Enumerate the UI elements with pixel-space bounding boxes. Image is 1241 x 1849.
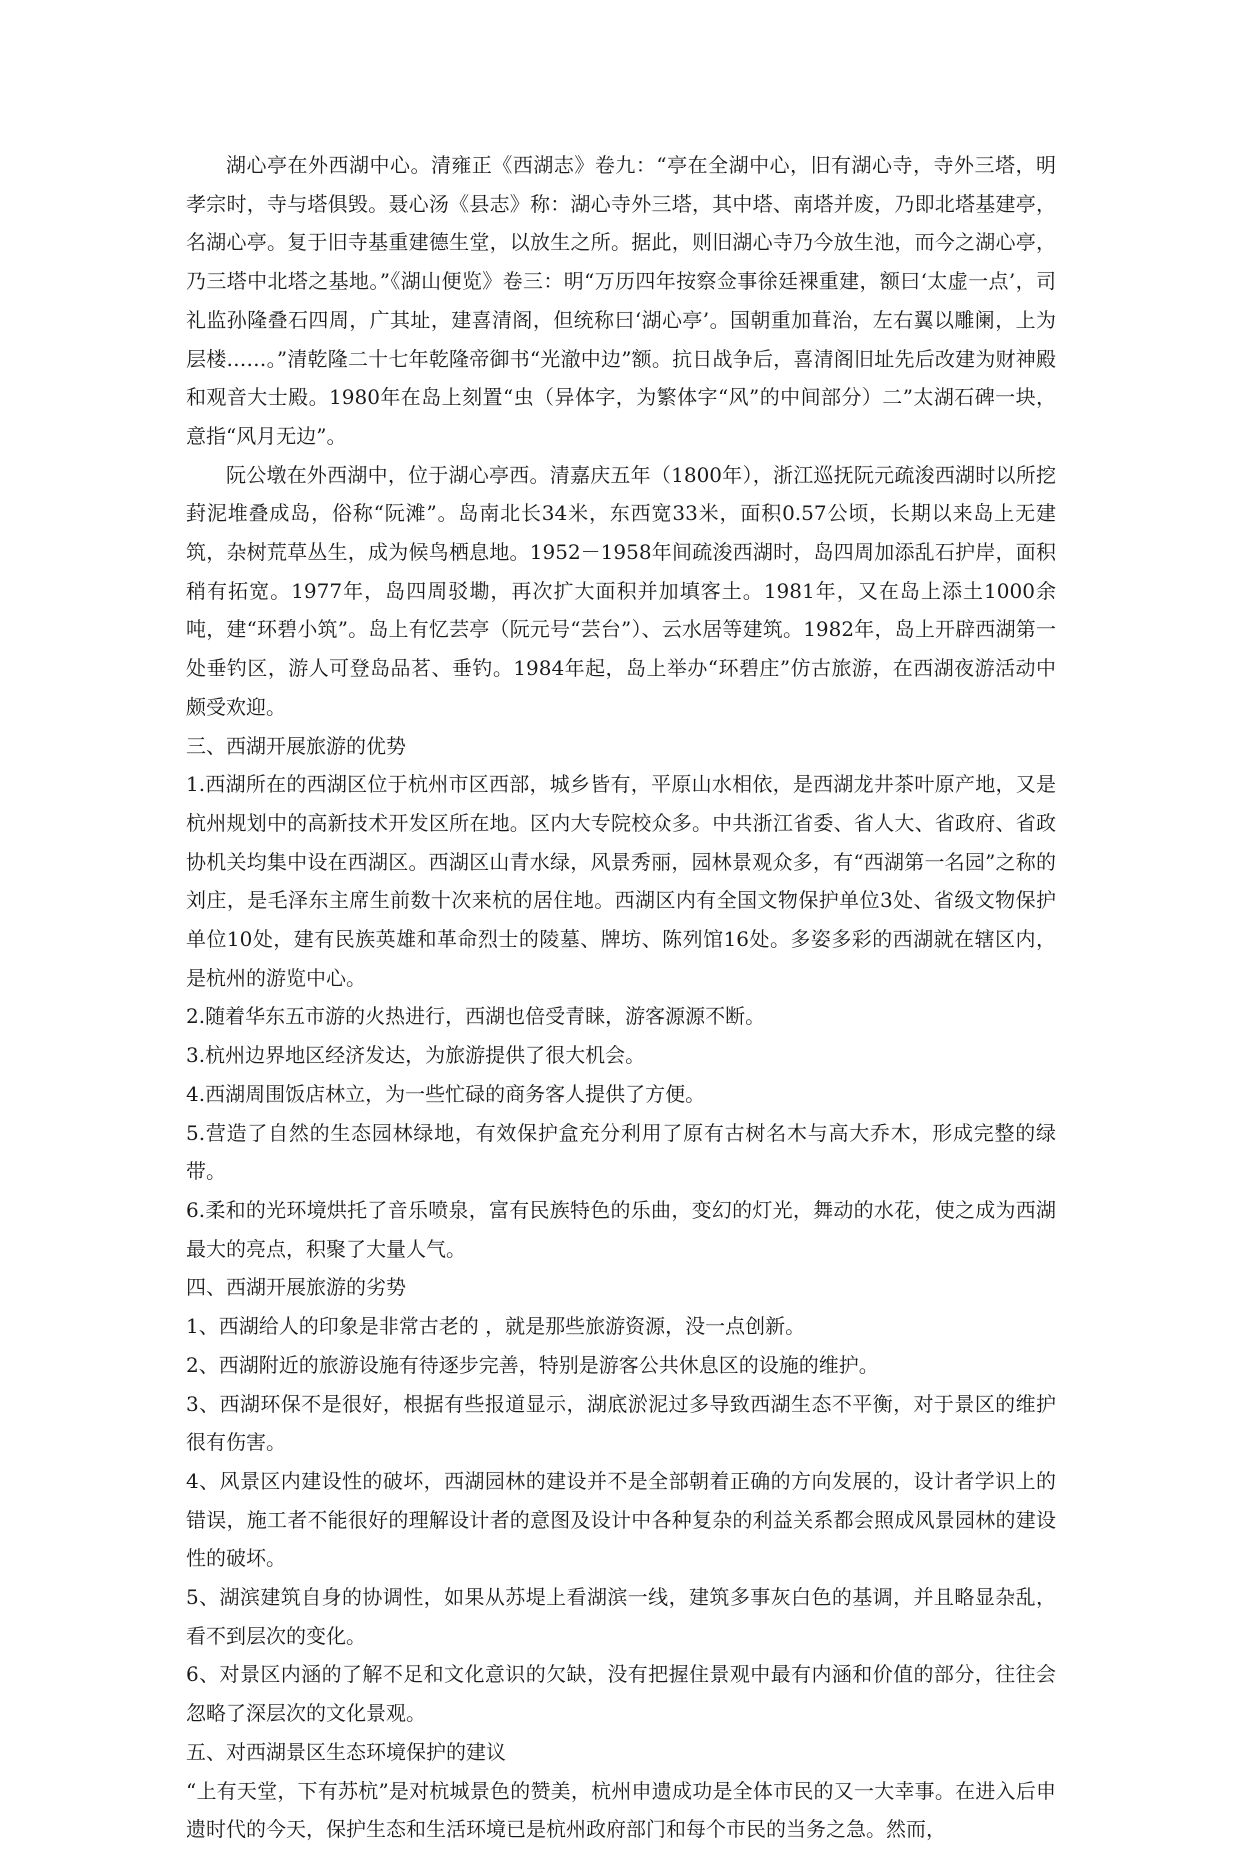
section-heading-suggestions: 五、对西湖景区生态环境保护的建议	[186, 1739, 506, 1764]
list-item: 4、风景区内建设性的破坏，西湖园林的建设并不是全部朝着正确的方向发展的，设计者学识上的错误，施工者不能很好的理解设计者的意图及设计中各种复杂的利益关系都会照成风景园林的建设性的破坏。	[186, 1468, 1056, 1571]
list-item: “上有天堂，下有苏杭”是对杭城景色的赞美，杭州申遗成功是全体市民的又一大幸事。在进入后申遗时代的今天，保护生态和生活环境已是杭州政府部门和每个市民的当务之急。然而，	[186, 1778, 1056, 1842]
document-page	[186, 146, 1056, 1849]
list-item: 5、湖滨建筑自身的协调性，如果从苏堤上看湖滨一线，建筑多事灰白色的基调，并且略显杂乱，看不到层次的变化。	[186, 1585, 1056, 1648]
list-item: 5.营造了自然的生态园林绿地，有效保护盒充分利用了原有古树名木与高大乔木，形成完整的绿带。	[186, 1120, 1056, 1184]
list-item: 1、西湖给人的印象是非常古老的 ，就是那些旅游资源，没一点创新。	[186, 1314, 806, 1339]
list-item: 2、西湖附近的旅游设施有待逐步完善，特别是游客公共休息区的设施的维护。	[186, 1352, 879, 1377]
list-item: 6、对景区内涵的了解不足和文化意识的欠缺，没有把握住景观中最有内涵和价值的部分，往往会忽略了深层次的文化景观。	[186, 1662, 1056, 1726]
list-item: 6.柔和的光环境烘托了音乐喷泉，富有民族特色的乐曲，变幻的灯光，舞动的水花，使之成为西湖最大的亮点，积聚了大量人气。	[186, 1197, 1056, 1261]
list-item: 1.西湖所在的西湖区位于杭州市区西部，城乡皆有，平原山水相依，是西湖龙井茶叶原产地，又是杭州规划中的高新技术开发区所在地。区内大专院校众多。中共浙江省委、省人大、省政府、省政协机关均集中设在西湖区。西湖区山青水绿，风景秀丽，园林景观众多，有“西湖第一名园”之称的刘庄，是毛泽东主席生前数十次来杭的居住地。西湖区内有全国文物保护单位3处、省级文物保护单位10处，建有民族英雄和革命烈士的陵墓、牌坊、陈列馆16处。多姿多彩的西湖就在辖区内，是杭州的游览中心。	[186, 772, 1056, 990]
list-item: 2.随着华东五市游的火热进行，西湖也倍受青睐，游客源源不断。	[186, 1004, 766, 1029]
paragraph-huxinting: 湖心亭在外西湖中心。清雍正《西湖志》卷九：“亭在全湖中心，旧有湖心寺，寺外三塔，明孝宗时，寺与塔俱毁。聂心汤《县志》称：湖心寺外三塔，其中塔、南塔并废，乃即北塔基建亭，名湖心亭。复于旧寺基重建德生堂，以放生之所。据此，则旧湖心寺乃今放生池，而今之湖心亭，乃三塔中北塔之基地。”《湖山便览》卷三：明“万历四年按察佥事徐廷裸重建，额曰‘太虚一点’，司礼监孙隆叠石四周，广其址，建喜清阁，但统称曰‘湖心亭’。国朝重加葺治，左右翼以雕阑，上为层楼……。”清乾隆二十七年乾隆帝御书“光澈中边”额。抗日战争后，喜清阁旧址先后改建为财神殿和观音大士殿。1980年在岛上刻置“虫（异体字，为繁体字“风”的中间部分）二”太湖石碑一块，意指“风月无边”。	[186, 153, 1056, 448]
section-heading-disadvantages: 四、西湖开展旅游的劣势	[186, 1275, 406, 1300]
list-item: 3.杭州边界地区经济发达，为旅游提供了很大机会。	[186, 1043, 646, 1068]
list-item: 4.西湖周围饭店林立，为一些忙碌的商务客人提供了方便。	[186, 1081, 706, 1106]
list-item: 3、西湖环保不是很好，根据有些报道显示，湖底淤泥过多导致西湖生态不平衡，对于景区的维护很有伤害。	[186, 1391, 1056, 1455]
section-heading-advantages: 三、西湖开展旅游的优势	[186, 733, 406, 758]
paragraph-ruangongdun: 阮公墩在外西湖中，位于湖心亭西。清嘉庆五年（1800年），浙江巡抚阮元疏浚西湖时以所挖葑泥堆叠成岛，俗称“阮滩”。岛南北长34米，东西宽33米，面积0.57公顷，长期以来岛上无建筑，杂树荒草丛生，成为候鸟栖息地。1952－1958年间疏浚西湖时，岛四周加添乱石护岸，面积稍有拓宽。1977年，岛四周驳墈，再次扩大面积并加填客土。1981年，又在岛上添土1000余吨，建“环碧小筑”。岛上有忆芸亭（阮元号“芸台”）、云水居等建筑。1982年，岛上开辟西湖第一处垂钓区，游人可登岛品茗、垂钓。1984年起，岛上举办“环碧庄”仿古旅游，在西湖夜游活动中颇受欢迎。	[186, 462, 1056, 719]
